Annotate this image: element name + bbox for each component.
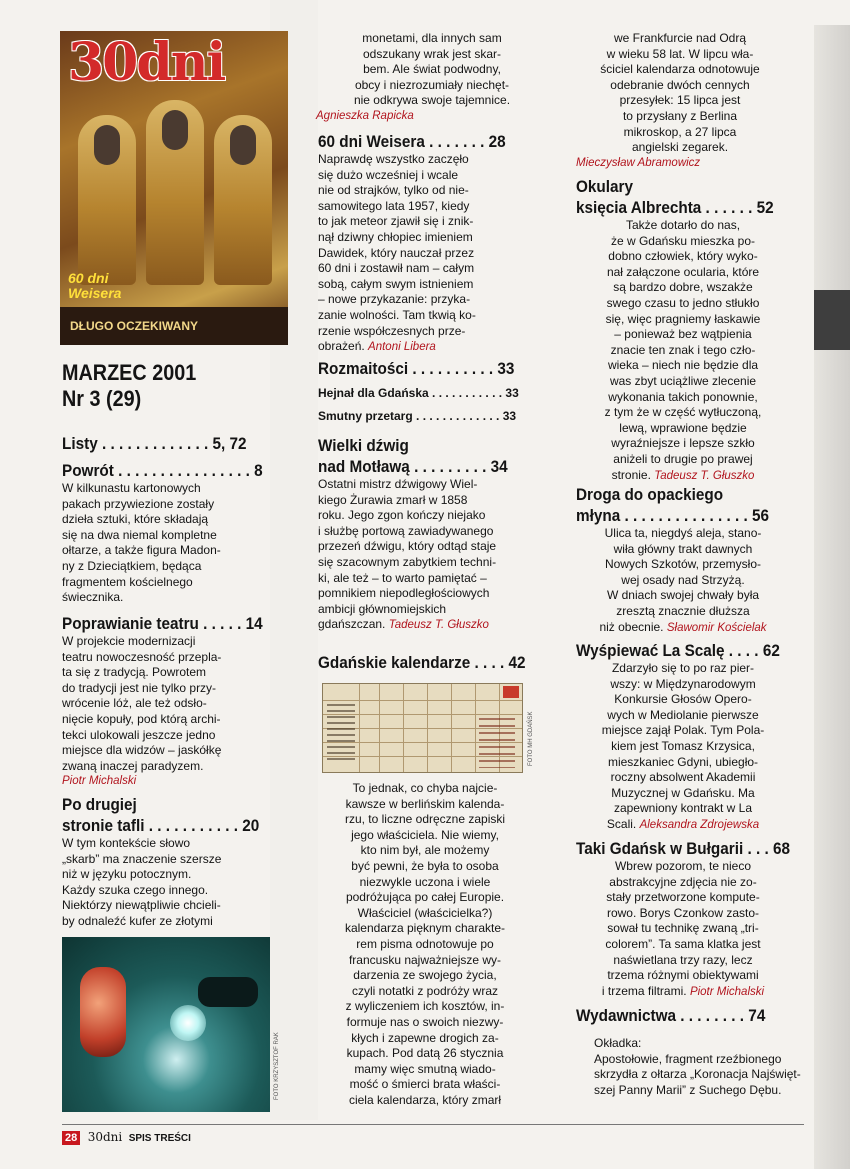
text-line: abstrakcyjne zdjęcia nie zo- bbox=[609, 874, 757, 889]
text-line: pomnikiem niepodległościowych bbox=[318, 586, 490, 601]
text-line: czyli notatki z podróży wraz bbox=[351, 983, 499, 998]
text-line: kupach. Pod datą 26 stycznia bbox=[346, 1046, 504, 1061]
toc-rozmaitosci: Rozmaitości . . . . . . . . . . 33 Hejnał dla Gdańska . . . . . . . . . . . 33 Smutny przetarg . . . . . . . . . . . . . 33 bbox=[318, 358, 532, 424]
text-line: ściciel kalendarza odnotowuje bbox=[600, 62, 760, 77]
abramowicz-author: Mieczysław Abramowicz bbox=[576, 156, 701, 169]
text-line: trzema różnymi obiektywami bbox=[607, 968, 759, 983]
issue-date: MARZEC 2001 bbox=[62, 360, 197, 385]
text-line: świecznika. bbox=[62, 590, 124, 605]
text-line: ambicji głównomiejskich bbox=[318, 601, 447, 616]
issue-number: Nr 3 (29) bbox=[62, 386, 142, 411]
text-line: wykonania takich ponownie, bbox=[608, 389, 758, 404]
text-line: darzenia ze swojego życia, bbox=[353, 968, 497, 983]
footer bbox=[62, 1128, 191, 1146]
text-line: – ponieważ bez wątpienia bbox=[614, 327, 752, 342]
text-line: kłych i zapewne drogich za- bbox=[351, 1030, 499, 1045]
text-line: obcy i niezrozumiały niechęt- bbox=[354, 77, 510, 92]
teatr-abstract bbox=[62, 634, 276, 774]
toc-listy: Listy . . . . . . . . . . . . . 5, 72 bbox=[62, 434, 247, 453]
toc-droga: Droga do opackiego młyna . . . . . . . . . . . . . . . 56 Ulica ta, niegdyś aleja, stano- wiła główny trakt dawnych Nowych Szkotów, przemysło- wej osady nad Strzyżą. W dniach swojej chwały była zresztą znacznie dłuższa niż obecnie. Sławomir Kościelak bbox=[576, 484, 790, 636]
toc-scala: Wyśpiewać La Scalę . . . . 62 Zdarzyło się to po raz pier- wszy: w Międzynarodowym Konkursie Głosów Opero- wych w Mediolanie pierwsze miejsce zajął Polak. Tym Pola- kiem jest Tomasz Krzysica, mieszkaniec Gdyni, ubiegło- roczny absolwent Akademii Muzycznej w Gdańsku. Ma zapewniony kontrakt w La Scali. Aleksandra Zdrojewska bbox=[576, 640, 790, 833]
libera-author: Antoni Libera bbox=[368, 341, 436, 354]
text-line: wrócenie lóż, ale też odsło- bbox=[62, 696, 207, 711]
cover-image bbox=[60, 31, 288, 345]
next-page-edge bbox=[814, 25, 850, 1169]
edge-dark-block bbox=[814, 290, 850, 350]
text-line: Zdarzyło się to po raz pier- bbox=[611, 661, 755, 675]
footer-rule bbox=[62, 1124, 804, 1125]
weiser-abstract bbox=[318, 152, 532, 339]
cover-band: DŁUGO OCZEKIWANY bbox=[60, 307, 288, 345]
teatr-author: Piotr Michalski bbox=[62, 775, 137, 788]
text-line: dobno człowiek, który wyko- bbox=[608, 249, 758, 264]
text-line: W tym kontekście słowo bbox=[62, 836, 191, 850]
text-line: wiła główny trakt dawnych bbox=[613, 541, 753, 556]
toc-okulary: Okulary księcia Albrechta . . . . . . 52 Także dotarło do nas, że w Gdańsku mieszka po- dobno człowiek, który wyko- nał załączone ocularia, które są bardzo dobre, wszakże swego czasu to jedno stłukło się, więc pragniemy łaskawie – ponieważ bez wątpienia znacie ten znak i tego czło- wieka – niech nie będzie dla was zbyt uciążliwe zlecenie wykonania takich ponownie, z tym że w część wytłuczoną, lewą, wprawione będzie wyraźniejsze i lepsze szkło aniżeli to drugie po prawej stronie. Tadeusz T. Głuszko bbox=[576, 176, 790, 484]
text-line: swego czasu to jedno stłukło bbox=[606, 295, 760, 310]
toc-kalendarze: Gdańskie kalendarze . . . . 42 bbox=[318, 653, 526, 672]
text-line: jego właściciela. Nie wiemy, bbox=[351, 827, 499, 842]
text-line: to jak meteor zjawił się i znik- bbox=[318, 214, 474, 229]
text-line: przezeń dźwigu, który odtąd staje bbox=[318, 539, 497, 554]
text-line: mamy więc smutną wiado- bbox=[354, 1061, 496, 1076]
text-line: się na dwa niemal kompletne bbox=[62, 527, 217, 542]
text-line: podróżująca po całej Europie. bbox=[345, 890, 505, 905]
text-line: W dniach swojej chwały była bbox=[606, 588, 760, 603]
text-line: w wieku 58 lat. W lipcu wła- bbox=[606, 46, 754, 61]
text-line: są bardzo dobre, wszakże bbox=[613, 280, 753, 295]
text-line: dzieła sztuki, które składają bbox=[62, 512, 209, 527]
photo-credit: FOTO KRZYSZTOF RAK bbox=[274, 1032, 280, 1100]
powrot-abstract bbox=[62, 481, 276, 606]
footer-brand: 30dni bbox=[87, 1130, 123, 1144]
text-line: ny z Dzieciątkiem, będąca bbox=[62, 558, 202, 573]
text-line: ki, ale też – to warto pamiętać – bbox=[318, 570, 487, 585]
text-line: kalendarza pięknym charakte- bbox=[344, 921, 506, 936]
cover-caption bbox=[594, 1036, 804, 1098]
text-line: rowo. Borys Czonkow zasto- bbox=[606, 905, 760, 920]
text-line: Wbrew pozorom, te nieco bbox=[614, 859, 752, 873]
apostle-figure bbox=[78, 115, 136, 285]
text-line: aniżeli to drugie po prawej bbox=[613, 451, 753, 466]
zdrojewska-author: Aleksandra Zdrojewska bbox=[639, 818, 760, 831]
scala-abstract bbox=[576, 661, 790, 817]
text-line: kiem jest Tomasz Krzysica, bbox=[611, 738, 755, 753]
text-line: ta się z tradycją. Powrotem bbox=[62, 665, 207, 680]
text-line: fragmentem kościelnego bbox=[62, 574, 193, 589]
toc-tafla: Po drugiej stronie tafli . . . . . . . . . . . 20 W tym kontekście słowo „skarb” ma znaczenie szersze niż w języku potocznym. Każdy szuka czego innego. Niektórzy niewątpliwie chcieli- by odnaleźć kufer ze złotymi bbox=[62, 794, 276, 930]
page-number: 28 bbox=[62, 1131, 80, 1145]
michalski-author-2: Piotr Michalski bbox=[689, 985, 765, 998]
text-line: – nowe przykazanie: przyka- bbox=[318, 292, 471, 307]
text-line: we Frankfurcie nad Odrą bbox=[613, 31, 747, 45]
text-line: nął dziwny chłopiec imieniem bbox=[318, 229, 473, 244]
text-line: rem pisma odnotowuje po bbox=[356, 936, 494, 951]
text-line: z tym że w część wytłuczoną, bbox=[604, 405, 762, 420]
text-line: lewą, wprawione będzie bbox=[619, 420, 747, 435]
text-line: to przysłany z Berlina bbox=[622, 108, 738, 123]
text-line: się dużo wcześniej i wcale bbox=[318, 167, 459, 182]
text-line: sował tu technikę zwaną „tri- bbox=[607, 921, 759, 936]
text-line: zwaną inaczej paradyzem. bbox=[62, 758, 204, 773]
text-line: kiego Żurawia zmarł w 1858 bbox=[318, 492, 468, 507]
text-line: ciela kalendarza, który zmarł bbox=[348, 1092, 502, 1107]
calendar-image bbox=[322, 683, 523, 773]
text-line: nięcie kopuły, pod którą archi- bbox=[62, 711, 221, 726]
text-line: miejsce dla widzów – jaskółkę bbox=[62, 743, 222, 758]
text-line: Muzycznej w Gdańsku. Ma bbox=[611, 785, 755, 800]
text-line: Konkursie Głosów Opero- bbox=[614, 692, 752, 707]
text-line: mikroskop, a 27 lipca bbox=[623, 124, 737, 139]
toc-hejnal: Hejnał dla Gdańska . . . . . . . . . . . 33 bbox=[318, 386, 519, 400]
kalendarze-abstract bbox=[318, 781, 532, 1108]
footer-section: SPIS TREŚCI bbox=[128, 1133, 191, 1144]
gluszko-author-2: Tadeusz T. Głuszko bbox=[654, 469, 755, 482]
text-line: stały przetworzone kompute- bbox=[606, 890, 760, 905]
koscielak-author: Sławomir Kościelak bbox=[666, 621, 767, 634]
text-line: tekci ulokowali jeszcze jedno bbox=[62, 727, 216, 742]
text-line: „skarb” ma znaczenie szersze bbox=[62, 851, 222, 866]
text-line: niż w języku potocznym. bbox=[62, 867, 192, 882]
text-line: Apostołowie, fragment rzeźbionego bbox=[594, 1051, 782, 1066]
text-line: W kilkunastu kartonowych bbox=[62, 481, 201, 495]
text-line: odszukany wrak jest skar- bbox=[362, 46, 502, 61]
text-line: zapewniony kontrakt w La bbox=[613, 801, 753, 816]
text-line: nał załączone ocularia, które bbox=[606, 264, 760, 279]
cover-masthead: 30dni bbox=[68, 32, 225, 93]
text-line: ołtarze, a także figura Madon- bbox=[62, 543, 221, 558]
text-line: pakach przywiezione zostały bbox=[62, 496, 215, 511]
col2-continuation bbox=[316, 31, 548, 124]
toc-wydawnictwa: Wydawnictwa . . . . . . . . 74 bbox=[576, 1006, 766, 1025]
text-line: do tradycji jest nie tylko przy- bbox=[62, 680, 217, 695]
tafla-abstract bbox=[62, 836, 276, 930]
text-line: Ulica ta, niegdyś aleja, stano- bbox=[604, 526, 762, 540]
text-line: Właściciel (właścicielka?) bbox=[357, 905, 493, 920]
text-line: bem. Ale świat podwodny, bbox=[363, 62, 501, 77]
dzwig-abstract bbox=[318, 477, 532, 617]
text-line: wych w Mediolanie pierwsze bbox=[607, 707, 759, 722]
bulgarii-abstract bbox=[576, 859, 790, 984]
text-line: roczny absolwent Akademii bbox=[610, 770, 756, 785]
text-line: nie odkrywa swoje tajemnice. bbox=[353, 93, 511, 108]
text-line: W projekcie modernizacji bbox=[62, 634, 196, 648]
text-line: z wyliczeniem ich kosztów, in- bbox=[345, 999, 505, 1014]
text-line: Nowych Szkotów, przemysło- bbox=[604, 557, 762, 572]
text-line: że w Gdańsku mieszka po- bbox=[610, 233, 756, 248]
text-line: Każdy szuka czego innego. bbox=[62, 882, 209, 897]
text-line: roku. Jego zgon kończy niejako bbox=[318, 508, 486, 523]
apostle-figure bbox=[146, 100, 204, 285]
text-line: by odnaleźć kufer ze złotymi bbox=[62, 913, 213, 928]
text-line: sobą, całym swym istnieniem bbox=[318, 276, 474, 291]
text-line: wej osady nad Strzyżą. bbox=[621, 572, 745, 587]
text-line: teatru nowoczesność przepla- bbox=[62, 649, 222, 664]
text-line: wszy: w Międzynarodowym bbox=[610, 676, 756, 691]
text-line: znacie ten znak i tego czło- bbox=[610, 342, 756, 357]
issue-info bbox=[62, 360, 288, 412]
text-line: wieka – niech nie będzie dla bbox=[607, 358, 759, 373]
text-line: skrzydła z ołtarza „Koronacja Najświęt- bbox=[594, 1067, 801, 1082]
text-line: Okładka: bbox=[594, 1036, 642, 1050]
text-line: To jednak, co chyba najcie- bbox=[352, 781, 498, 795]
text-line: colorem”. Ta sama klatka jest bbox=[605, 936, 761, 951]
text-line: zanie wolności. Tam tkwią ko- bbox=[318, 307, 476, 322]
text-line: i służbę portową zawiadywanego bbox=[318, 523, 494, 538]
text-line: rzu, to liczne odręczne zapiski bbox=[344, 812, 506, 827]
rapicka-author: Agnieszka Rapicka bbox=[316, 109, 414, 122]
toc-dzwig: Wielki dźwig nad Motławą . . . . . . . . . 34 Ostatni mistrz dźwigowy Wiel- kiego Żurawia zmarł w 1858 roku. Jego zgon kończy niejako i służbę portową zawiadywanego przezeń dźwigu, który odtąd staje się szacownym zabytkiem techni- ki, ale też – to warto pamiętać – pomnikiem niepodległościowych ambicji głównomiejskich gdańszczan. Tadeusz T. Głuszko bbox=[318, 435, 532, 633]
text-line: odebranie dwóch cennych bbox=[610, 77, 750, 92]
text-line: miejsce zajął Polak. Tym Pola- bbox=[601, 723, 765, 738]
text-line: być pewni, że była to osoba bbox=[351, 858, 499, 873]
text-line: Dawidek, który nauczał przez bbox=[318, 245, 475, 260]
text-line: Ostatni mistrz dźwigowy Wiel- bbox=[318, 477, 478, 491]
text-line: was zbyt uciążliwe zlecenie bbox=[609, 373, 757, 388]
text-line: się szacownym zabytkiem techni- bbox=[318, 554, 497, 569]
toc-teatr: Poprawianie teatru . . . . . 14 W projekcie modernizacji teatru nowoczesność przepla- ta się z tradycją. Powrotem do tradycji jest nie tylko przy- wrócenie lóż, ale też odsło- nięcie kopuły, pod którą archi- tekci ulokowali jeszcze jedno miejsce dla widzów – jaskółkę zwaną inaczej paradyzem. Piotr Michalski bbox=[62, 613, 276, 789]
text-line: formuje nas o swoich niezwy- bbox=[346, 1014, 504, 1029]
toc-bulgarii: Taki Gdańsk w Bułgarii . . . 68 Wbrew pozorom, te nieco abstrakcyjne zdjęcia nie zo- stały przetworzone kompute- rowo. Borys Czonkow zasto- sował tu technikę zwaną „tri- colorem”. Ta sama klatka jest naświetlana trzy razy, lecz trzema różnymi obiektywami i trzema filtrami. Piotr Michalski bbox=[576, 839, 791, 998]
toc-weiser: 60 dni Weisera . . . . . . . 28 Naprawdę wszystko zaczęło się dużo wcześniej i wcale nie od strajków, tylko od nie- samowitego lata 1957, kiedy to jak meteor zjawił się i znik- nął dziwny chłopiec imieniem Dawidek, który nauczał przez 60 dni i zostawił nam – całym sobą, całym swym istnieniem – nowe przykazanie: przyka- zanie wolności. Tam tkwią ko- rzenie współczesnych prze- obrażeń. Antoni Libera bbox=[318, 131, 532, 355]
calendar-credit: FOTO MH GDAŃSK bbox=[528, 711, 534, 766]
gluszko-author: Tadeusz T. Głuszko bbox=[388, 619, 489, 632]
diving-photo bbox=[62, 937, 270, 1112]
text-line: samowitego lata 1957, kiedy bbox=[318, 198, 470, 213]
text-line: Naprawdę wszystko zaczęło bbox=[318, 152, 469, 166]
droga-abstract bbox=[576, 526, 790, 620]
okulary-abstract bbox=[576, 218, 790, 468]
text-line: nie od strajków, tylko od nie- bbox=[318, 183, 469, 198]
text-line: mieszkaniec Gdyni, ubiegło- bbox=[607, 754, 759, 769]
text-line: zresztą znacznie dłuższa bbox=[616, 603, 750, 618]
text-line: wyraźniejsze i lepsze szkło bbox=[611, 436, 755, 451]
toc-przetarg: Smutny przetarg . . . . . . . . . . . . . 33 bbox=[318, 409, 517, 423]
text-line: mość o śmierci brata właści- bbox=[349, 1077, 501, 1092]
text-line: się, więc pragniemy łaskawie bbox=[605, 311, 761, 326]
text-line: angielski zegarek. bbox=[631, 140, 729, 155]
text-line: Także dotarło do nas, bbox=[625, 218, 741, 232]
text-line: Niektórzy niewątpliwie chcieli- bbox=[62, 898, 221, 913]
apostle-figure bbox=[214, 115, 272, 285]
text-line: francusku najważniejsze wy- bbox=[348, 952, 502, 967]
text-line: monetami, dla innych sam bbox=[362, 31, 502, 45]
text-line: przesyłek: 15 lipca jest bbox=[619, 93, 741, 108]
toc-powrot: Powrót . . . . . . . . . . . . . . . . 8 W kilkunastu kartonowych pakach przywiezione zostały dzieła sztuki, które składają się na dwa niemal kompletne ołtarze, a także figura Madon- ny z Dzieciątkiem, będąca fragmentem kościelnego świecznika. bbox=[62, 460, 276, 606]
text-line: niezwykle uczona i wiele bbox=[359, 874, 491, 889]
text-line: 60 dni i zostawił nam – całym bbox=[318, 261, 475, 276]
cover-teaser: 60 dni Weisera bbox=[68, 270, 122, 301]
text-line: szej Panny Marii” z Suchego Dębu. bbox=[594, 1082, 782, 1097]
text-line: kto nim był, ale możemy bbox=[360, 843, 490, 858]
text-line: kawsze w berlińskim kalenda- bbox=[345, 796, 505, 811]
col3-continuation bbox=[564, 31, 796, 171]
text-line: naświetlana trzy razy, lecz bbox=[613, 952, 753, 967]
text-line: rzenie współczesnych prze- bbox=[318, 323, 466, 338]
